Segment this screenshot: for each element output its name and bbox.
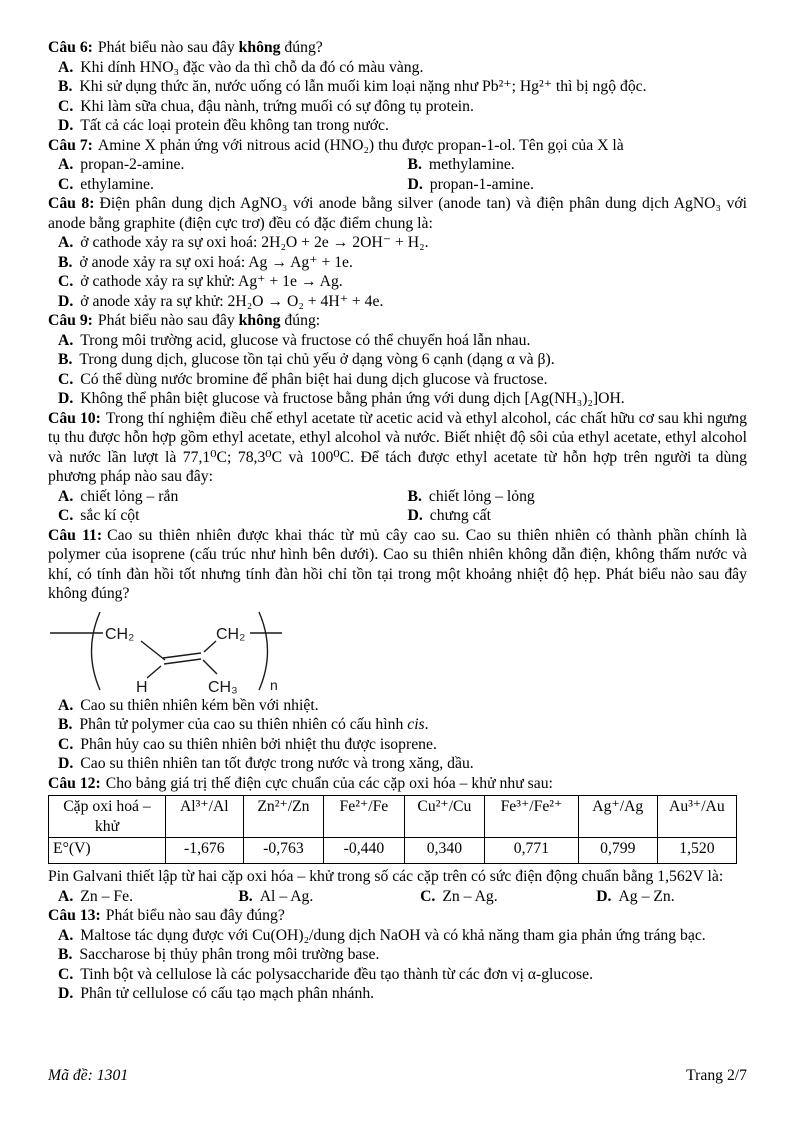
question-block (48, 409, 747, 526)
question-stem (48, 409, 747, 487)
option-key: D. (58, 390, 74, 407)
table-header-row (49, 796, 737, 838)
text-segment: chưng cất (429, 507, 491, 524)
options-group (48, 487, 747, 526)
option-key: C. (58, 507, 74, 524)
option-key: A. (58, 887, 74, 905)
question-stem (48, 526, 747, 604)
table-cell: E°(V) (49, 838, 166, 864)
option-key: A. (58, 487, 74, 505)
table-cell: 0,799 (578, 838, 657, 864)
option-key: C. (58, 97, 74, 115)
footer-page-number: Trang 2/7 (686, 1067, 747, 1084)
text-segment: Amine X phản ứng với nitrous acid (HNO₂) thu được propan-1-ol. Tên gọi của X là (97, 136, 624, 154)
option (48, 984, 747, 1004)
option-key: D. (58, 117, 74, 134)
option-key: A. (58, 156, 74, 173)
repeat-n-label: n (270, 676, 278, 693)
text-segment: không (238, 312, 281, 329)
text-segment: Cao su thiên nhiên được khai thác từ mủ cây cao su. Cao su thiên nhiên có thành phần chính là polymer của isoprene (cấu trúc như hình bên dưới). Cao su thiên nhiên không dẫn điện, không thấm nước và khí, có tính đàn hồi tốt nhưng tính đàn hồi chỉ tồn tại trong một khoảng nhiệt độ hẹp. Phát biểu nào sau đây không đúng? (48, 526, 747, 602)
table-header-cell: Cu²⁺/Cu (404, 796, 484, 838)
option-key: B. (58, 78, 73, 95)
option-key: D. (58, 292, 74, 310)
text-segment: ethylamine. (80, 175, 154, 193)
option-key: B. (58, 253, 73, 271)
option (398, 506, 748, 526)
text-segment: Phát biểu nào sau đây (97, 312, 239, 329)
question-block (48, 774, 747, 907)
option-key: B. (407, 487, 422, 505)
text-segment: Zn – Ag. (442, 887, 498, 905)
option-key: D. (58, 985, 74, 1002)
option (410, 887, 586, 907)
option (48, 754, 747, 774)
option (48, 175, 398, 195)
text-segment: Phát biểu nào sau đây đúng? (105, 907, 285, 924)
text-segment: chiết lỏng – lỏng (428, 487, 535, 505)
table-header-cell: Fe²⁺/Fe (324, 796, 404, 838)
options-group (48, 926, 747, 1004)
option-key: C. (58, 273, 74, 290)
table-header-cell: Au³⁺/Au (657, 796, 736, 838)
table-cell: 1,520 (657, 838, 736, 864)
option-key: B. (407, 156, 422, 173)
text-segment: Tinh bột và cellulose là các polysaccharide đều tạo thành từ các đơn vị α-glucose. (80, 965, 594, 983)
question-block (48, 526, 747, 774)
double-bond-line (163, 653, 201, 658)
option (48, 253, 747, 273)
text-segment: Maltose tác dụng được với Cu(OH)₂/dung dịch NaOH và có khả năng tham gia phản ứng tráng bạc. (80, 926, 706, 944)
options-group (48, 155, 747, 194)
option (48, 116, 747, 136)
options-group (48, 331, 747, 409)
option (48, 945, 747, 965)
question-label: Câu 8: (48, 195, 95, 212)
option-key: D. (407, 507, 423, 524)
option (228, 887, 410, 907)
table-header-cell: Zn²⁺/Zn (243, 796, 323, 838)
text-segment: propan-2-amine. (80, 156, 185, 173)
text-segment: đúng: (280, 312, 321, 329)
question-stem (48, 774, 747, 794)
table-header-cell: Fe³⁺/Fe²⁺ (485, 796, 579, 838)
option (48, 735, 747, 755)
option-key: B. (58, 946, 73, 963)
option-key: A. (58, 926, 74, 944)
text-segment: Zn – Fe. (80, 887, 133, 905)
options-group (48, 887, 747, 907)
right-parenthesis (259, 612, 268, 690)
left-parenthesis (92, 612, 101, 690)
question-label: Câu 9: (48, 312, 93, 329)
option (48, 887, 228, 907)
text-segment: Pin Galvani thiết lập từ hai cặp oxi hóa – khử trong số các cặp trên có sức điện động chuẩn bằng 1,562V là: (48, 868, 724, 885)
text-segment: ở cathode xảy ra sự khử: Ag⁺ + 1e → Ag. (80, 273, 343, 290)
question-stem (48, 906, 747, 926)
footer-exam-code: Mã đề: 1301 (48, 1067, 129, 1084)
text-segment: Cho bảng giá trị thế điện cực chuẩn của các cặp oxi hóa – khử như sau: (105, 774, 553, 792)
question-block (48, 311, 747, 409)
question-label: Câu 12: (48, 774, 101, 792)
isoprene-structure-figure (48, 608, 747, 694)
option-key: A. (58, 58, 74, 76)
question-label: Câu 7: (48, 136, 93, 154)
text-segment: Điện phân dung dịch AgNO₃ với anode bằng silver (anode tan) và điện phân dung dịch AgNO₃ với anode bằng graphite (điện cực trơ) đều có đặc điểm chung là: (48, 195, 747, 232)
option-key: D. (58, 755, 74, 772)
option (48, 272, 747, 292)
option-key: A. (58, 234, 74, 251)
text-segment: ở cathode xảy ra sự oxi hoá: 2H₂O + 2e → 2OH⁻ + H₂. (80, 234, 429, 251)
text-segment: chiết lỏng – rắn (80, 487, 179, 505)
option (48, 506, 398, 526)
table-header-cell: Ag⁺/Ag (578, 796, 657, 838)
option (48, 370, 747, 390)
text-segment: đúng? (280, 39, 323, 56)
option (398, 487, 748, 507)
bond-line (141, 641, 165, 660)
option-key: C. (58, 175, 74, 193)
text-segment: methylamine. (428, 156, 515, 173)
option-key: B. (238, 887, 253, 905)
double-bond-line (164, 659, 201, 664)
text-segment: Tất cả các loại protein đều không tan trong nước. (80, 117, 389, 134)
option (48, 155, 398, 175)
text-segment: Saccharose bị thủy phân trong môi trường base. (79, 946, 380, 963)
question-label: Câu 6: (48, 39, 93, 56)
table-cell: -0,763 (243, 838, 323, 864)
option-key: B. (58, 716, 73, 733)
question-label: Câu 11: (48, 526, 103, 544)
h-label: H (136, 678, 148, 694)
question-block (48, 136, 747, 195)
option (48, 233, 747, 253)
options-group (48, 233, 747, 311)
option (48, 58, 747, 78)
option-key: D. (407, 175, 423, 193)
page-footer (48, 1066, 747, 1086)
text-segment: Trong môi trường acid, glucose và fructose có thể chuyển hoá lẫn nhau. (80, 331, 531, 349)
option (398, 155, 748, 175)
option (48, 331, 747, 351)
text-segment: Phân tử polymer của cao su thiên nhiên có cấu hình (79, 716, 408, 733)
table-row (49, 838, 737, 864)
option (48, 389, 747, 409)
table-header-cell: Al³⁺/Al (165, 796, 243, 838)
option-key: D. (596, 887, 612, 905)
question-block (48, 38, 747, 136)
table-cell: 0,340 (404, 838, 484, 864)
option (48, 350, 747, 370)
option (48, 696, 747, 716)
text-segment: Khi làm sữa chua, đậu nành, trứng muối có sự đông tụ protein. (80, 97, 474, 115)
question-block (48, 194, 747, 311)
text-segment: Phát biểu nào sau đây (97, 39, 239, 56)
option (48, 292, 747, 312)
text-segment: propan-1-amine. (429, 175, 534, 193)
option-key: A. (58, 331, 74, 349)
question-stem (48, 38, 747, 58)
question-block (48, 906, 747, 1004)
option (48, 965, 747, 985)
option (586, 887, 747, 907)
question-stem (48, 136, 747, 156)
text-segment: Trong thí nghiệm điều chế ethyl acetate từ acetic acid và ethyl alcohol, các chất hữu cơ sau khi ngưng tụ thu được hỗn hợp gồm ethyl acetate, ethyl alcohol và nước. Biết nhiệt độ sôi của ethyl acetate, ethyl alcohol và nước lần lượt là 77,1⁰C; 78,3⁰C và 100⁰C. Để tách được ethyl acetate từ hỗn hợp trên người ta dùng phương pháp nào sau đây: (48, 409, 747, 485)
text-segment: cis (407, 716, 425, 733)
text-segment: Phân tử cellulose có cấu tạo mạch phân nhánh. (80, 985, 375, 1002)
isoprene-svg (48, 608, 284, 694)
bond-line (204, 641, 216, 652)
option-key: B. (58, 351, 73, 368)
text-segment: không (238, 39, 281, 56)
option (48, 926, 747, 946)
option (48, 487, 398, 507)
text-segment: Phân hủy cao su thiên nhiên bởi nhiệt thu được isoprene. (80, 735, 437, 753)
option-key: A. (58, 696, 74, 714)
text-segment: ở anode xảy ra sự oxi hoá: Ag → Ag⁺ + 1e. (79, 253, 353, 271)
option (398, 175, 748, 195)
text-segment: Khi dính HNO₃ đặc vào da thì chỗ da đó có màu vàng. (80, 58, 424, 76)
text-segment: . (424, 716, 429, 733)
option (48, 77, 747, 97)
option (48, 97, 747, 117)
question-label: Câu 13: (48, 907, 101, 924)
option-key: C. (58, 735, 74, 753)
option-key: C. (58, 965, 74, 983)
question-post-text (48, 867, 747, 887)
question-stem (48, 194, 747, 233)
text-segment: Cao su thiên nhiên kém bền với nhiệt. (80, 696, 319, 714)
question-label: Câu 10: (48, 409, 101, 427)
table-cell: 0,771 (485, 838, 579, 864)
text-segment: Al – Ag. (259, 887, 314, 905)
ch3-label: CH₃ (208, 678, 238, 694)
table-cell: -0,440 (324, 838, 404, 864)
question-stem (48, 311, 747, 331)
text-segment: Cao su thiên nhiên tan tốt được trong nước và trong xăng, dầu. (80, 755, 474, 772)
option-key: C. (58, 370, 74, 388)
text-segment: Trong dung dịch, glucose tồn tại chủ yếu ở dạng vòng 6 cạnh (dạng α và β). (79, 351, 555, 368)
table-header-cell: Cặp oxi hoá – khử (49, 796, 166, 838)
electrode-potential-table (48, 795, 737, 864)
option-key: C. (420, 887, 436, 905)
ch2-left-label: CH₂ (105, 625, 135, 643)
text-segment: sắc kí cột (80, 507, 140, 524)
questions (48, 38, 747, 1004)
ch2-right-label: CH₂ (216, 625, 246, 643)
bond-line (147, 666, 161, 678)
text-segment: Không thể phân biệt glucose và fructose bằng phản ứng với dung dịch [Ag(NH₃)₂]OH. (80, 390, 625, 407)
options-group (48, 58, 747, 136)
bond-line (203, 660, 217, 674)
option (48, 715, 747, 735)
options-group (48, 696, 747, 774)
text-segment: Có thể dùng nước bromine để phân biệt hai dung dịch glucose và fructose. (80, 370, 548, 388)
table-cell: -1,676 (165, 838, 243, 864)
text-segment: Ag – Zn. (618, 887, 675, 905)
text-segment: Khi sử dụng thức ăn, nước uống có lẫn muối kim loại nặng như Pb²⁺; Hg²⁺ thì bị ngộ độc. (79, 78, 647, 95)
text-segment: ở anode xảy ra sự khử: 2H₂O → O₂ + 4H⁺ + 4e. (80, 292, 384, 310)
